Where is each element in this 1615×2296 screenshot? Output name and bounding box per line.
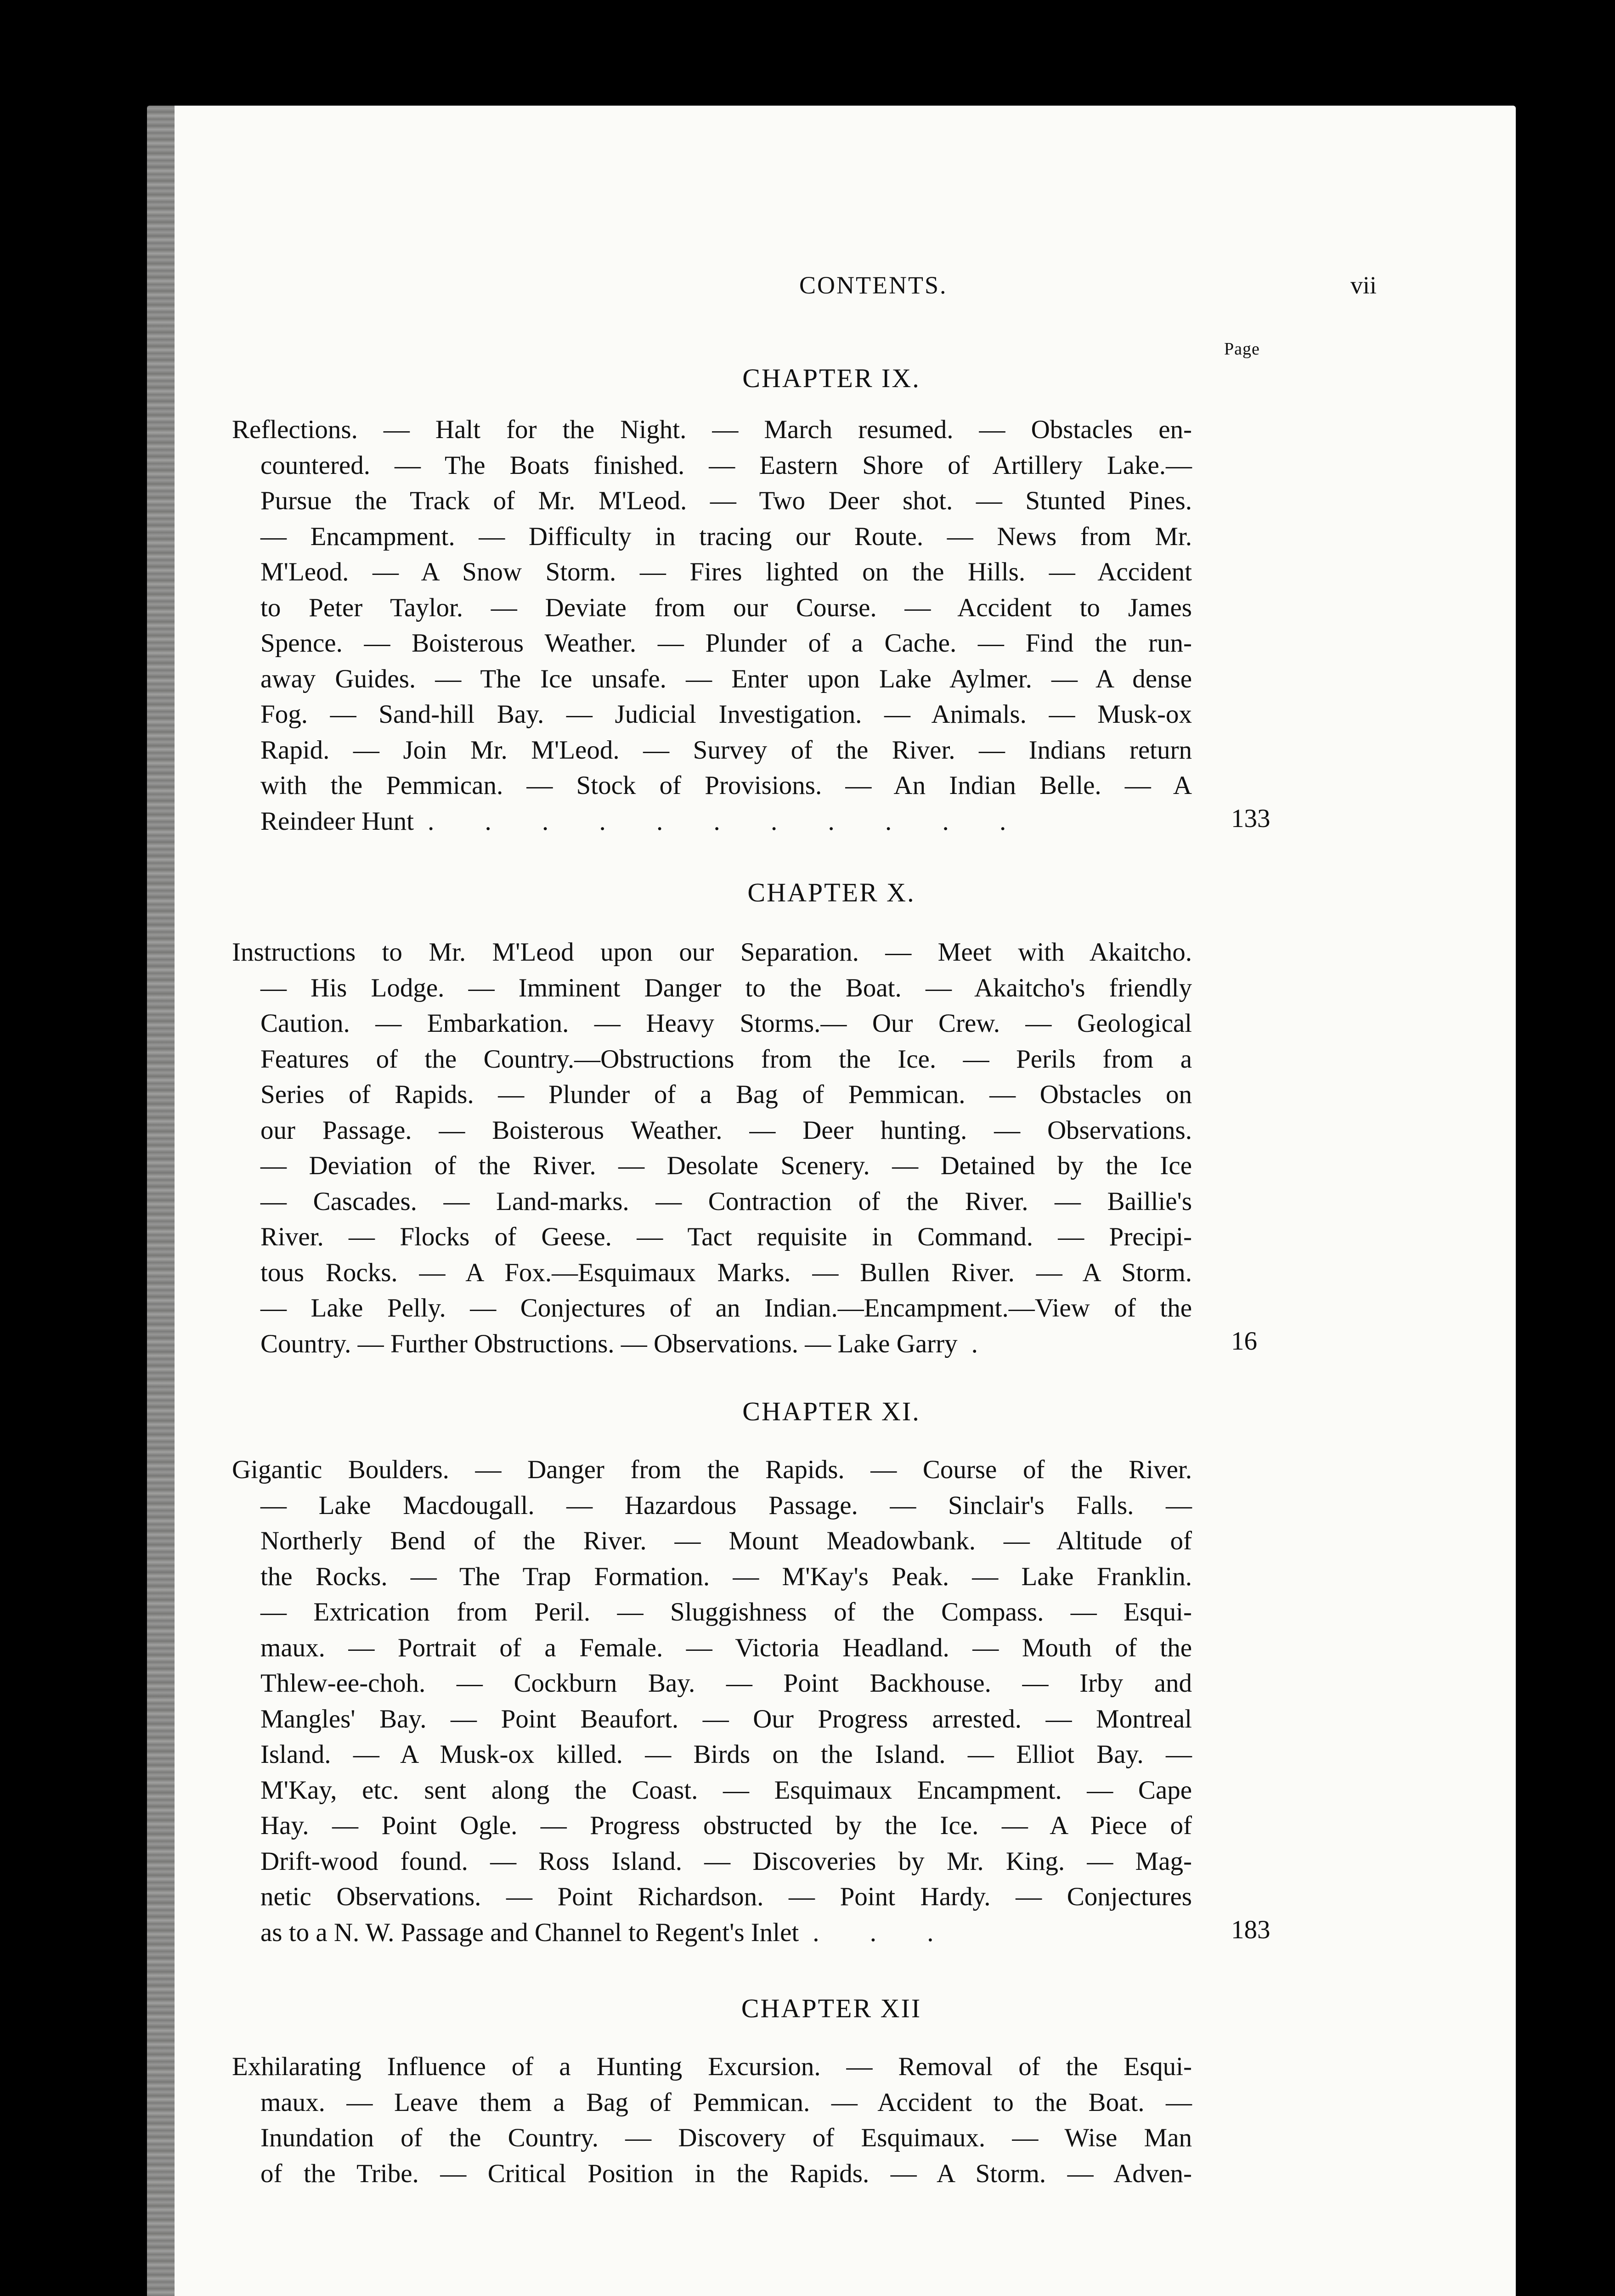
chapter-summary-xi (232, 1452, 1192, 1950)
summary-line: countered. — The Boats finished. — Eastern Shore of Artillery Lake.— (260, 450, 1192, 480)
summary-line: our Passage. — Boisterous Weather. — Deer hunting. — Observations. (260, 1115, 1192, 1145)
scan-gutter-shadow (147, 106, 175, 2296)
summary-line: maux. — Leave them a Bag of Pemmican. — Accident to the Boat. — (260, 2088, 1192, 2117)
summary-line: Northerly Bend of the River. — Mount Meadowbank. — Altitude of (260, 1526, 1192, 1555)
summary-line: maux. — Portrait of a Female. — Victoria Headland. — Mouth of the (260, 1633, 1192, 1662)
summary-text: as to a N. W. Passage and Channel to Regent's Inlet (260, 1918, 799, 1947)
summary-text: Country. — Further Obstructions. — Observations. — Lake Garry (260, 1329, 958, 1358)
summary-text: Reindeer Hunt (260, 806, 414, 836)
chapter-summary-ix (232, 412, 1192, 839)
summary-line: M'Kay, etc. sent along the Coast. — Esquimaux Encampment. — Cape (260, 1775, 1192, 1805)
page-number: 16 (1231, 1327, 1257, 1356)
chapter-summary-x (232, 934, 1192, 1362)
summary-line: Inundation of the Country. — Discovery of Esquimaux. — Wise Man (260, 2123, 1192, 2152)
summary-line: — Lake Macdougall. — Hazardous Passage. — Sinclair's Falls. — (260, 1491, 1192, 1520)
summary-line: Spence. — Boisterous Weather. — Plunder of a Cache. — Find the run- (260, 629, 1192, 658)
page-folio: vii (1350, 271, 1377, 299)
summary-line: netic Observations. — Point Richardson. — Point Hardy. — Conjectures (260, 1882, 1192, 1911)
dot-leaders: . . . (813, 1918, 956, 1947)
summary-line: with the Pemmican. — Stock of Provisions. — An Indian Belle. — A (260, 771, 1192, 800)
summary-line-final (232, 1326, 1192, 1362)
summary-line: of the Tribe. — Critical Position in the Rapids. — A Storm. — Adven- (260, 2159, 1192, 2188)
chapter-heading-xii: CHAPTER XII (741, 1993, 922, 2023)
dot-leaders: . . . . . . . . . . . (427, 806, 1028, 836)
summary-line: — Deviation of the River. — Desolate Scenery. — Detained by the Ice (260, 1151, 1192, 1180)
summary-line: Reflections. — Halt for the Night. — March resumed. — Obstacles en- (232, 415, 1192, 444)
summary-line: Pursue the Track of Mr. M'Leod. — Two Deer shot. — Stunted Pines. (260, 486, 1192, 515)
summary-line: Series of Rapids. — Plunder of a Bag of Pemmican. — Obstacles on (260, 1080, 1192, 1109)
summary-line: — Lake Pelly. — Conjectures of an Indian.—Encampment.—View of the (260, 1294, 1192, 1322)
page-number: 133 (1231, 804, 1271, 833)
running-head-title: CONTENTS. (799, 271, 948, 299)
summary-line: Gigantic Boulders. — Danger from the Rapids. — Course of the River. (232, 1455, 1192, 1484)
summary-line: Exhilarating Influence of a Hunting Excursion. — Removal of the Esqui- (232, 2052, 1192, 2081)
chapter-heading-ix: CHAPTER IX. (742, 363, 920, 393)
summary-line-final (232, 1915, 1192, 1951)
summary-line: Drift-wood found. — Ross Island. — Discoveries by Mr. King. — Mag- (260, 1846, 1192, 1876)
summary-line: Fog. — Sand-hill Bay. — Judicial Investigation. — Animals. — Musk-ox (260, 700, 1192, 729)
page-number: 183 (1231, 1915, 1271, 1944)
summary-line: — Encampment. — Difficulty in tracing our Route. — News from Mr. (260, 522, 1192, 551)
summary-line: Mangles' Bay. — Point Beaufort. — Our Progress arrested. — Montreal (260, 1704, 1192, 1733)
summary-line: Features of the Country.—Obstructions from the Ice. — Perils from a (260, 1044, 1192, 1074)
summary-line: Hay. — Point Ogle. — Progress obstructed by the Ice. — A Piece of (260, 1811, 1192, 1840)
summary-line: — His Lodge. — Imminent Danger to the Boat. — Akaitcho's friendly (260, 973, 1192, 1002)
summary-line: — Extrication from Peril. — Sluggishness of the Compass. — Esqui- (260, 1598, 1192, 1626)
summary-line: to Peter Taylor. — Deviate from our Course. — Accident to James (260, 593, 1192, 622)
summary-line: Island. — A Musk-ox killed. — Birds on the Island. — Elliot Bay. — (260, 1740, 1192, 1769)
summary-line: the Rocks. — The Trap Formation. — M'Kay's Peak. — Lake Franklin. (260, 1562, 1192, 1591)
chapter-heading-x: CHAPTER X. (747, 878, 915, 907)
running-head (147, 271, 1516, 308)
page-column-label: Page (1224, 339, 1260, 359)
chapter-heading-xi: CHAPTER XI. (742, 1396, 920, 1426)
summary-line: away Guides. — The Ice unsafe. — Enter upon Lake Aylmer. — A dense (260, 664, 1192, 693)
summary-line: Caution. — Embarkation. — Heavy Storms.— Our Crew. — Geological (260, 1009, 1192, 1038)
summary-line: tous Rocks. — A Fox.—Esquimaux Marks. — Bullen River. — A Storm. (260, 1258, 1192, 1287)
summary-line: Thlew-ee-choh. — Cockburn Bay. — Point Backhouse. — Irby and (260, 1669, 1192, 1698)
summary-line: Instructions to Mr. M'Leod upon our Separation. — Meet with Akaitcho. (232, 938, 1192, 967)
summary-line: River. — Flocks of Geese. — Tact requisite in Command. — Precipi- (260, 1222, 1192, 1251)
summary-line: Rapid. — Join Mr. M'Leod. — Survey of the River. — Indians return (260, 735, 1192, 765)
dot-leaders: . (971, 1329, 1000, 1358)
chapter-summary-xii (232, 2049, 1192, 2191)
summary-line-final (232, 804, 1192, 839)
summary-line: M'Leod. — A Snow Storm. — Fires lighted on the Hills. — Accident (260, 557, 1192, 586)
summary-line: — Cascades. — Land-marks. — Contraction of the River. — Baillie's (260, 1187, 1192, 1216)
